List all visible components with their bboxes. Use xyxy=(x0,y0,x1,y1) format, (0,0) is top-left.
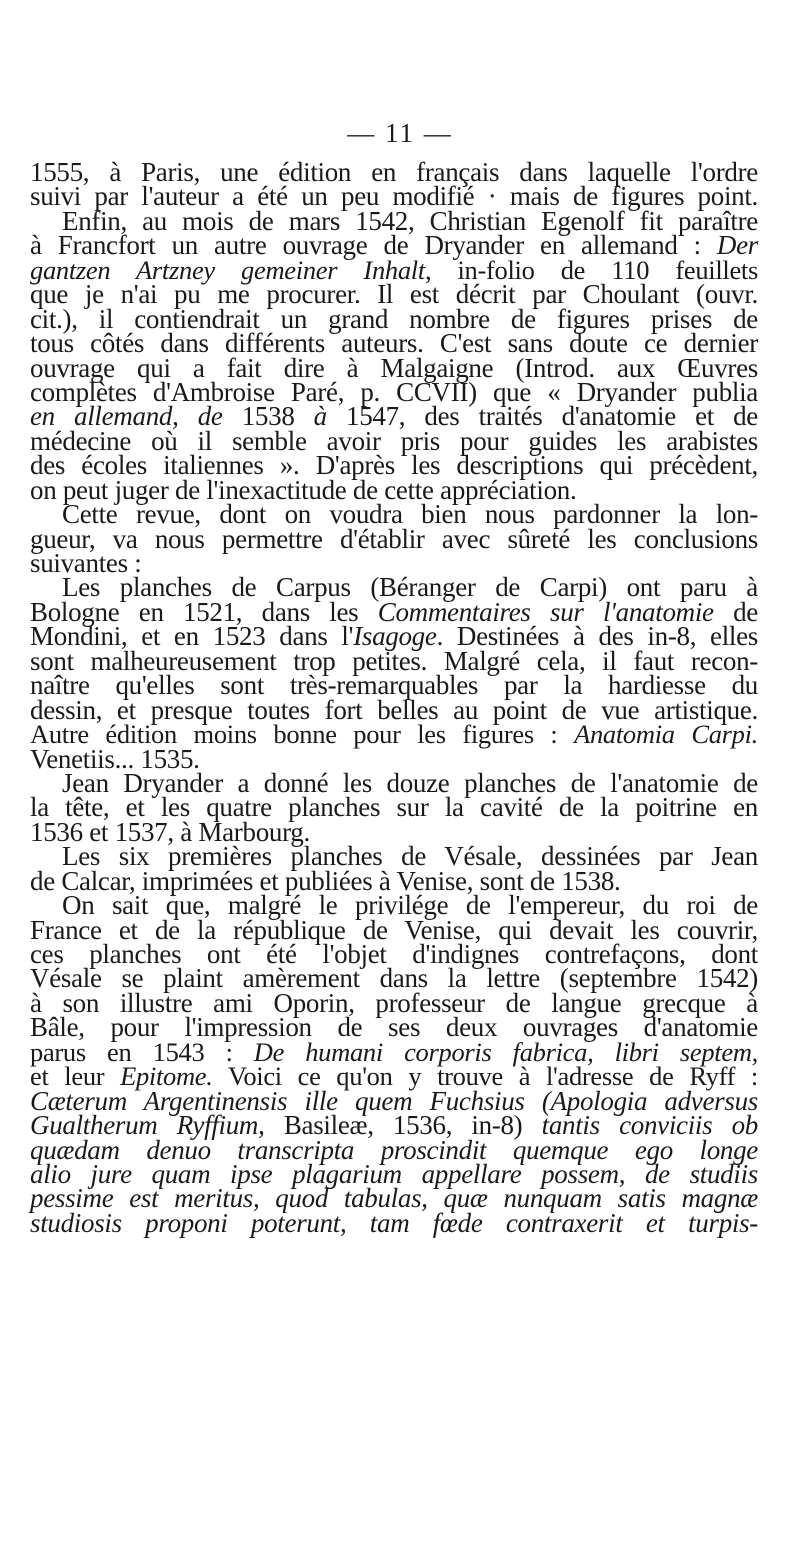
text-line: parus en 1543 : De humani corporis fabrica, libri septem, xyxy=(30,1036,758,1067)
text-line: alio jure quam ipse plagarium appellare possem, de studiis xyxy=(30,1158,758,1189)
text-line: On sait que, malgré le privilége de l'empereur, du roi de xyxy=(62,890,758,921)
text-line: pessime est meritus, quod tabulas, quæ nunquam satis magnæ xyxy=(30,1183,758,1214)
text-line: Cæterum Argentinensis ille quem Fuchsius (Apologia adversus xyxy=(30,1085,758,1116)
text-line: tous côtés dans différents auteurs. C'est sans doute ce dernier xyxy=(30,328,758,359)
text-line: Bologne en 1521, dans les Commentaires sur l'anatomie de xyxy=(30,596,758,627)
text-line: suivantes : xyxy=(30,548,142,578)
text-line: la tête, et les quatre planches sur la cavité de la poitrine en xyxy=(30,792,758,823)
text-line: en allemand, de 1538 à 1547, des traités d'anatomie et de xyxy=(30,401,758,432)
text-line: dessin, et presque toutes fort belles au point de vue artistique. xyxy=(30,694,758,725)
text-line: cit.), il contiendrait un grand nombre de figures prises de xyxy=(30,303,758,334)
text-line: et leur Epitome. Voici ce qu'on y trouve à l'adresse de Ryff : xyxy=(30,1061,758,1092)
text-line: on peut juger de l'inexactitude de cette appréciation. xyxy=(30,474,577,505)
text-line: gantzen Artzney gemeiner Inhalt, in-folio de 110 feuillets xyxy=(30,254,758,285)
text-line: que je n'ai pu me procurer. Il est décrit par Choulant (ouvr. xyxy=(30,279,758,310)
text-line: studiosis proponi poterunt, tam fœde contraxerit et turpis- xyxy=(30,1207,758,1238)
text-line: sont malheureusement trop petites. Malgré cela, il faut recon- xyxy=(30,645,758,676)
text-line: Autre édition moins bonne pour les figures : Anatomia Carpi. xyxy=(30,719,758,750)
text-line: complètes d'Ambroise Paré, p. CCVII) que « Dryander publia xyxy=(30,376,758,407)
text-line: naître qu'elles sont très-remarquables par la hardiesse du xyxy=(30,670,758,701)
text-line: ces planches ont été l'objet d'indignes contrefaçons, dont xyxy=(30,939,758,969)
body-text xyxy=(30,157,758,1238)
text-line: ouvrage qui a fait dire à Malgaigne (Introd. aux Œuvres xyxy=(30,352,758,383)
text-line: Mondini, et en 1523 dans l'Isagoge. Destinées à des in-8, elles xyxy=(30,621,758,652)
text-line: gueur, va nous permettre d'établir avec sûreté les conclusions xyxy=(30,523,758,554)
text-line: Enfin, au mois de mars 1542, Christian Egenolf fit paraître xyxy=(62,205,758,236)
text-line: de Calcar, imprimées et publiées à Venise, sont de 1538. xyxy=(30,865,621,896)
text-line: Bâle, pour l'impression de ses deux ouvrages d'anatomie xyxy=(30,1012,758,1043)
page-number: — 11 — xyxy=(347,118,453,148)
text-line: des écoles italiennes ». D'après les descriptions qui précèdent, xyxy=(30,450,758,481)
text-line: Cette revue, dont on voudra bien nous pardonner la lon- xyxy=(62,499,758,530)
text-line: Vésale se plaint amèrement dans la lettre (septembre 1542) xyxy=(30,963,758,994)
text-line: médecine où il semble avoir pris pour guides les arabistes xyxy=(30,425,758,456)
text-line: Jean Dryander a donné les douze planches de l'anatomie de xyxy=(62,767,758,798)
text-line: quædam denuo transcripta proscindit quemque ego longe xyxy=(30,1134,758,1165)
text-line: à son illustre ami Oporin, professeur de langue grecque à xyxy=(30,987,758,1018)
text-line: suivi par l'auteur a été un peu modifié · mais de figures point. xyxy=(30,181,758,212)
text-line: Venetiis... 1535. xyxy=(30,743,200,774)
text-line: Les planches de Carpus (Béranger de Carpi) ont paru à xyxy=(62,572,758,603)
text-line: France et de la république de Venise, qui devait les couvrir, xyxy=(30,914,758,945)
text-line: Gualtherum Ryffium, Basileæ, 1536, in-8) tantis conviciis ob xyxy=(30,1110,758,1141)
text-line: 1536 et 1537, à Marbourg. xyxy=(30,816,310,847)
text-line: Les six premières planches de Vésale, dessinées par Jean xyxy=(62,841,758,872)
text-line: 1555, à Paris, une édition en français dans laquelle l'ordre xyxy=(30,157,758,187)
text-line: à Francfort un autre ouvrage de Dryander en allemand : Der xyxy=(30,230,758,261)
